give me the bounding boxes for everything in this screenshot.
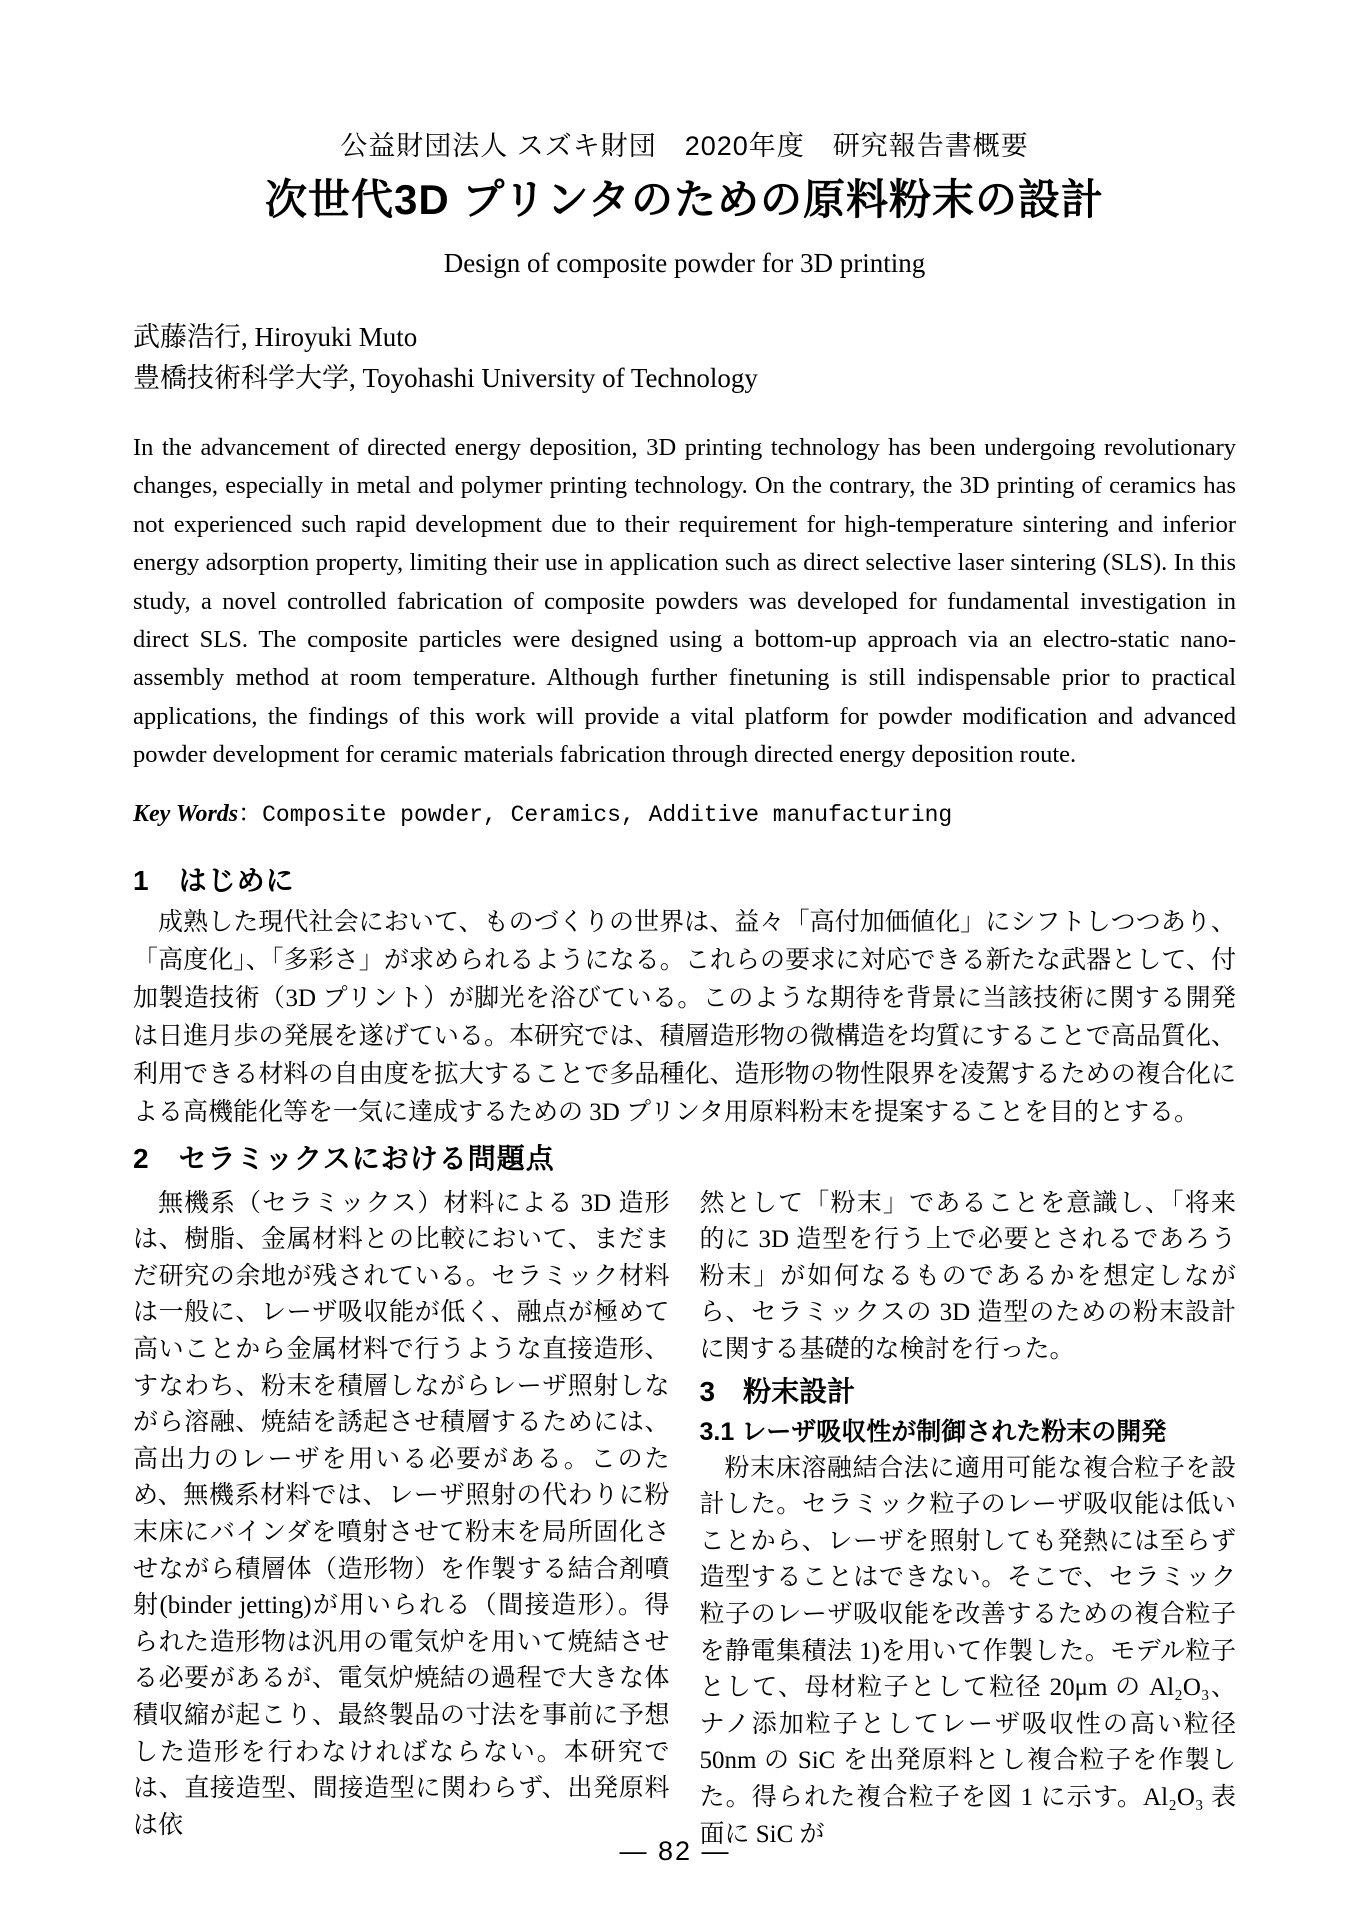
paper-title-japanese: 次世代3D プリンタのための原料粉末の設計 xyxy=(265,176,1104,223)
keywords-label: Key Words xyxy=(133,800,239,827)
keywords-separator: ： xyxy=(238,800,263,827)
section-2-body-left-column: 無機系（セラミックス）材料による 3D 造形は、樹脂、金属材料との比較において、まだまだ研究の余地が残されている。セラミック材料は一般に、レーザ吸収能が低く、融点が極めて高いことから金属材料で行うような直接造形、すなわち、粉末を積層しながらレーザ照射しながら溶融、焼結を誘起させ積層するためには、高出力のレーザを用いる必要がある。このため、無機系材料では、レーザ照射の代わりに粉末床にバインダを噴射させて粉末を局所固化させながら積層体（造形物）を作製する結合剤噴射(binder jetting)が用いられる（間接造形）。得られた造形物は汎用の電気炉を用いて焼結させる必要があるが、電気炉焼結の過程で大きな体積収縮が起こり、最終製品の寸法を事前に予想した造形を行わなければならない。本研究では、直接造型、間接造型に関わらず、出発原料は依 xyxy=(133,1189,670,1839)
section-3-1-body: 粉末床溶融結合法に適用可能な複合粒子を設計した。セラミック粒子のレーザ吸収能は低いことから、レーザを照射しても発熱には至らず造型することはできない。そこで、セラミック粒子のレーザ吸収能を改善するための複合粒子を静電集積法 1)を用いて作製した。モデル粒子として、母材粒子として粒径 20μm の Al₂O₃、ナノ添加粒子としてレーザ吸収性の高い粒径 50nm の SiC を出発原料とし複合粒子を作製した。得られた複合粒子を図 1 に示す。Al₂O₃ 表面に SiC が xyxy=(699,1454,1236,1848)
section-2-heading: 2 セラミックスにおける問題点 xyxy=(133,1142,555,1174)
page-number: — 82 — xyxy=(619,1836,731,1866)
section-3-1-heading: 3.1 レーザ吸収性が制御された粉末の開発 xyxy=(699,1417,1167,1446)
organization-header-line: 公益財団法人 スズキ財団 2020年度 研究報告書概要 xyxy=(340,131,1029,161)
section-1-heading: 1 はじめに xyxy=(133,864,295,896)
section-3-heading: 3 粉末設計 xyxy=(699,1375,856,1407)
paper-title-english: Design of composite powder for 3D printing xyxy=(443,248,926,278)
column-right xyxy=(700,1186,1237,1854)
author-affiliation-line: 豊橋技術科学大学, Toyohashi University of Technology xyxy=(133,363,758,393)
section-2-body-right-column: 然として「粉末」であることを意識し、「将来的に 3D 造型を行う上で必要とされるであろう粉末」が如何なるものであるかを想定しながら、セラミックスの 3D 造型のための粉末設計に関する基礎的な検討を行った。 xyxy=(699,1189,1236,1364)
author-name-line: 武藤浩行, Hiroyuki Muto xyxy=(133,322,418,352)
column-left xyxy=(133,1186,670,1854)
keywords-text: Composite powder, Ceramics, Additive manufacturing xyxy=(262,801,953,828)
author-block xyxy=(133,317,1236,399)
section-1-body: 成熟した現代社会において、ものづくりの世界は、益々「高付加価値化」にシフトしつつあり、「高度化」、「多彩さ」が求められるようになる。これらの要求に対応できる新たな武器として、付加製造技術（3D プリント）が脚光を浴びている。このような期待を背景に当該技術に関する開発は日進月歩の発展を遂げている。本研究では、積層造形物の微構造を均質にすることで高品質化、利用できる材料の自由度を拡大することで多品種化、造形物の物性限界を凌駕するための複合化による高機能化等を一気に達成するための 3D プリンタ用原料粉末を提案することを目的とする。 xyxy=(133,908,1236,1126)
abstract-paragraph: In the advancement of directed energy deposition, 3D printing technology has been undergoing revolutionary changes, especially in metal and polymer printing technology. On the contrary, the 3D printing of ceramics has not experienced such rapid development due to their requirement for high-temperature sintering and inferior energy adsorption property, limiting their use in application such as direct selective laser sintering (SLS). In this study, a novel controlled fabrication of composite powders was developed for fundamental investigation in direct SLS. The composite particles were designed using a bottom-up approach via an electro-static nano-assembly method at room temperature. Although further finetuning is still indispensable prior to practical applications, the findings of this work will provide a vital platform for powder modification and advanced powder development for ceramic materials fabrication through directed energy deposition route. xyxy=(133,434,1236,769)
keywords-line xyxy=(133,799,1236,830)
two-column-area xyxy=(133,1186,1236,1854)
